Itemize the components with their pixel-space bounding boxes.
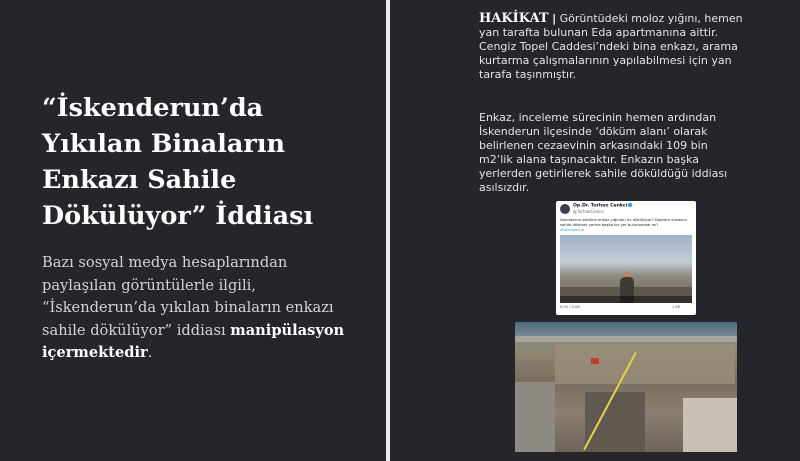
tweet-author-name: Op.Dr. Turhan Cenkci xyxy=(573,203,628,209)
photo-building-left xyxy=(515,382,555,452)
avatar xyxy=(560,204,570,214)
label-separator: | xyxy=(552,12,557,25)
video-views: 1.5B xyxy=(671,305,680,309)
tweet-video[interactable] xyxy=(560,235,692,303)
hakikat-label: HAKİKAT xyxy=(479,11,549,26)
fact-paragraph-2: Enkaz, inceleme sürecinin hemen ardından İskenderun ilçesinde ‘döküm alanı’ olarak belirlenen cezaevinin arkasındaki 109 bin m2’lik alana taşınacaktır. Enkazın başka yerlerden getirilerek sahile döküldüğü iddiası asılsızdır. xyxy=(479,111,728,194)
tweet-body: İskenderun sahiline enkaz yığınları mı dökülüyor? Deprem enkazını sahile dökmek yerine başka bir yer bulunamadı mı? xyxy=(560,217,687,227)
fact-text-1: Görüntüdeki moloz yığını, hemen yan tarafta bulunan Eda apartmanına aittir. Cengiz Topel Caddesi’ndeki bina enkazı, arama kurtarma çalışmalarının yapılabilmesi için yan tarafa taşınmıştır. xyxy=(479,12,743,81)
summary-verdict: manipülasyon içermektedir xyxy=(42,321,345,361)
right-panel xyxy=(390,0,800,461)
photo-building-right xyxy=(683,398,737,452)
left-panel xyxy=(0,0,386,461)
claim-summary xyxy=(42,252,362,365)
video-time: 0:02 / 0:08 xyxy=(560,305,580,309)
photo-rubble xyxy=(555,344,735,384)
summary-text: Bazı sosyal medya hesaplarından paylaşılan görüntülerle ilgili, “İskenderun’da yıkılan binaların enkazı sahile dökülüyor” iddiası xyxy=(42,254,334,339)
aerial-photo xyxy=(515,322,737,452)
summary-end: . xyxy=(147,344,153,361)
tweet-handle: @TurhanCenkci xyxy=(573,209,604,214)
photo-sea xyxy=(515,322,737,336)
video-controls[interactable] xyxy=(560,296,692,303)
claim-title: “İskenderun’da Yıkılan Binaların Enkazı Sahile Dökülüyor” İddiası xyxy=(42,93,314,231)
photo-road xyxy=(515,336,737,342)
photo-building-center xyxy=(585,392,645,452)
verified-icon xyxy=(628,203,632,207)
tweet-text xyxy=(560,217,692,232)
photo-red-vehicle xyxy=(591,358,599,364)
tweet-embed[interactable] xyxy=(556,201,696,315)
tweet-hashtag[interactable]: #iskenderun xyxy=(560,227,585,232)
fact-paragraph-1 xyxy=(479,12,744,82)
